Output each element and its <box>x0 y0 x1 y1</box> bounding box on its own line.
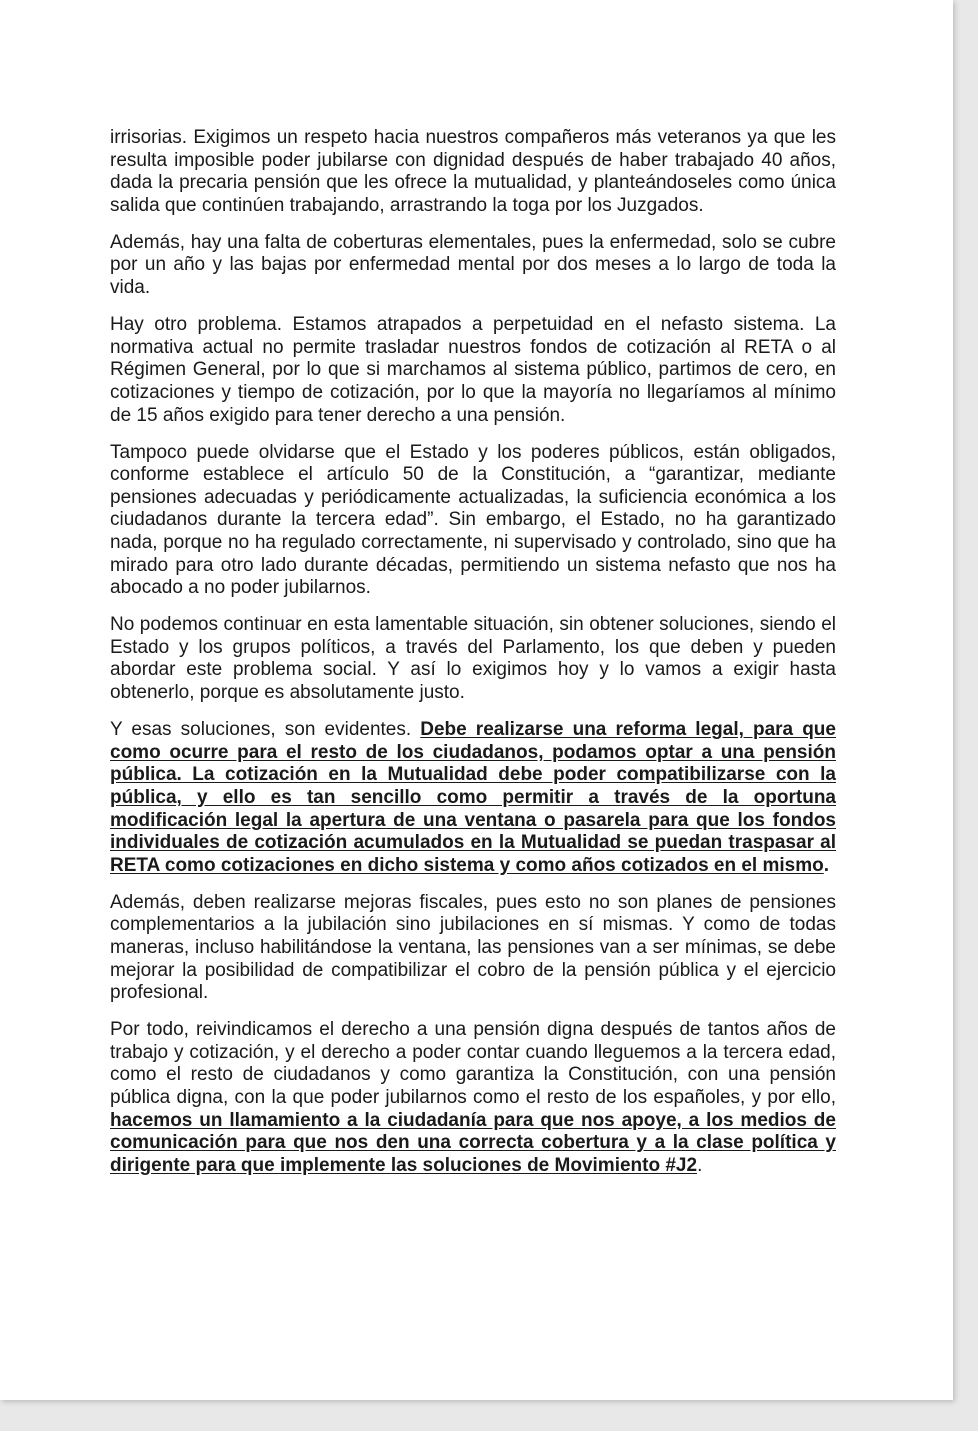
paragraph-5 <box>110 614 836 704</box>
paragraph-6 <box>110 719 836 877</box>
highlighted-demand: Debe realizarse una reforma legal, para que como ocurre para el resto de los ciudadanos, podamos optar a una pensión pública. La cotización en la Mutualidad debe poder compatibilizarse con la pública, y ello es tan sencillo como permitir a través de la oportuna modificación legal la apertura de una ventana o pasarela para que los fondos individuales de cotización acumulados en la Mutualidad se puedan traspasar al RETA como cotizaciones en dicho sistema y como años cotizados en el mismo <box>110 719 836 876</box>
paragraph-text: Hay otro problema. Estamos atrapados a perpetuidad en el nefasto sistema. La normativa actual no permite trasladar nuestros fondos de cotización al RETA o al Régimen General, por lo que si marchamos al sistema público, partimos de cero, en cotizaciones y tiempo de cotización, por lo que la mayoría no llegaríamos al mínimo de 15 años exigido para tener derecho a una pensión. <box>110 314 836 426</box>
paragraph-text: Tampoco puede olvidarse que el Estado y los poderes públicos, están obligados, conforme establece el artículo 50 de la Constitución, a “garantizar, mediante pensiones adecuadas y periódicamente actualizadas, la suficiencia económica a los ciudadanos durante la tercera edad”. Sin embargo, el Estado, no ha garantizado nada, porque no ha regulado correctamente, ni supervisado y controlado, sino que ha mirado para otro lado durante décadas, permitiendo un sistema nefasto que nos ha abocado a no poder jubilarnos. <box>110 441 836 599</box>
paragraph-text: Y esas soluciones, son evidentes. <box>110 719 421 741</box>
paragraph-8 <box>110 1019 836 1177</box>
paragraph-text: Además, hay una falta de coberturas elementales, pues la enfermedad, solo se cubre por un año y las bajas por enfermedad mental por dos meses a lo largo de toda la vida. <box>110 231 836 299</box>
highlighted-call-to-action: hacemos un llamamiento a la ciudadanía para que nos apoye, a los medios de comunicación para que nos den una correcta cobertura y a la clase política y dirigente para que implemente las soluciones de Movimiento #J2 <box>110 1109 836 1176</box>
document-body <box>110 127 836 1192</box>
paragraph-2 <box>110 232 836 300</box>
paragraph-text: Por todo, reivindicamos el derecho a una pensión digna después de tantos años de trabajo y cotización, y el derecho a poder contar cuando lleguemos a la tercera edad, como el resto de ciudadanos y como garantiza la Constitución, con una pensión pública digna, con la que poder jubilarnos como el resto de los españoles, y por ello, <box>110 1019 836 1109</box>
paragraph-7 <box>110 892 836 1005</box>
paragraph-end-period: . <box>823 854 830 876</box>
paragraph-3 <box>110 314 836 427</box>
paragraph-1 <box>110 127 836 217</box>
paragraph-text: irrisorias. Exigimos un respeto hacia nuestros compañeros más veteranos ya que les resulta imposible poder jubilarse con dignidad después de haber trabajado 40 años, dada la precaria pensión que les ofrece la mutualidad, y planteándoseles como única salida que continúen trabajando, arrastrando la toga por los Juzgados. <box>110 127 836 216</box>
paragraph-end-period: . <box>697 1154 703 1176</box>
paragraph-text: No podemos continuar en esta lamentable situación, sin obtener soluciones, siendo el Estado y los grupos políticos, a través del Parlamento, los que deben y pueden abordar este problema social. Y así lo exigimos hoy y lo vamos a exigir hasta obtenerlo, porque es absolutamente justo. <box>110 614 836 704</box>
paragraph-text: Además, deben realizarse mejoras fiscales, pues esto no son planes de pensiones complementarios a la jubilación sino jubilaciones en sí mismas. Y como de todas maneras, incluso habilitándose la ventana, las pensiones van a ser mínimas, se debe mejorar la posibilidad de compatibilizar el cobro de la pensión pública y el ejercicio profesional. <box>110 891 836 1004</box>
paragraph-4 <box>110 442 836 600</box>
